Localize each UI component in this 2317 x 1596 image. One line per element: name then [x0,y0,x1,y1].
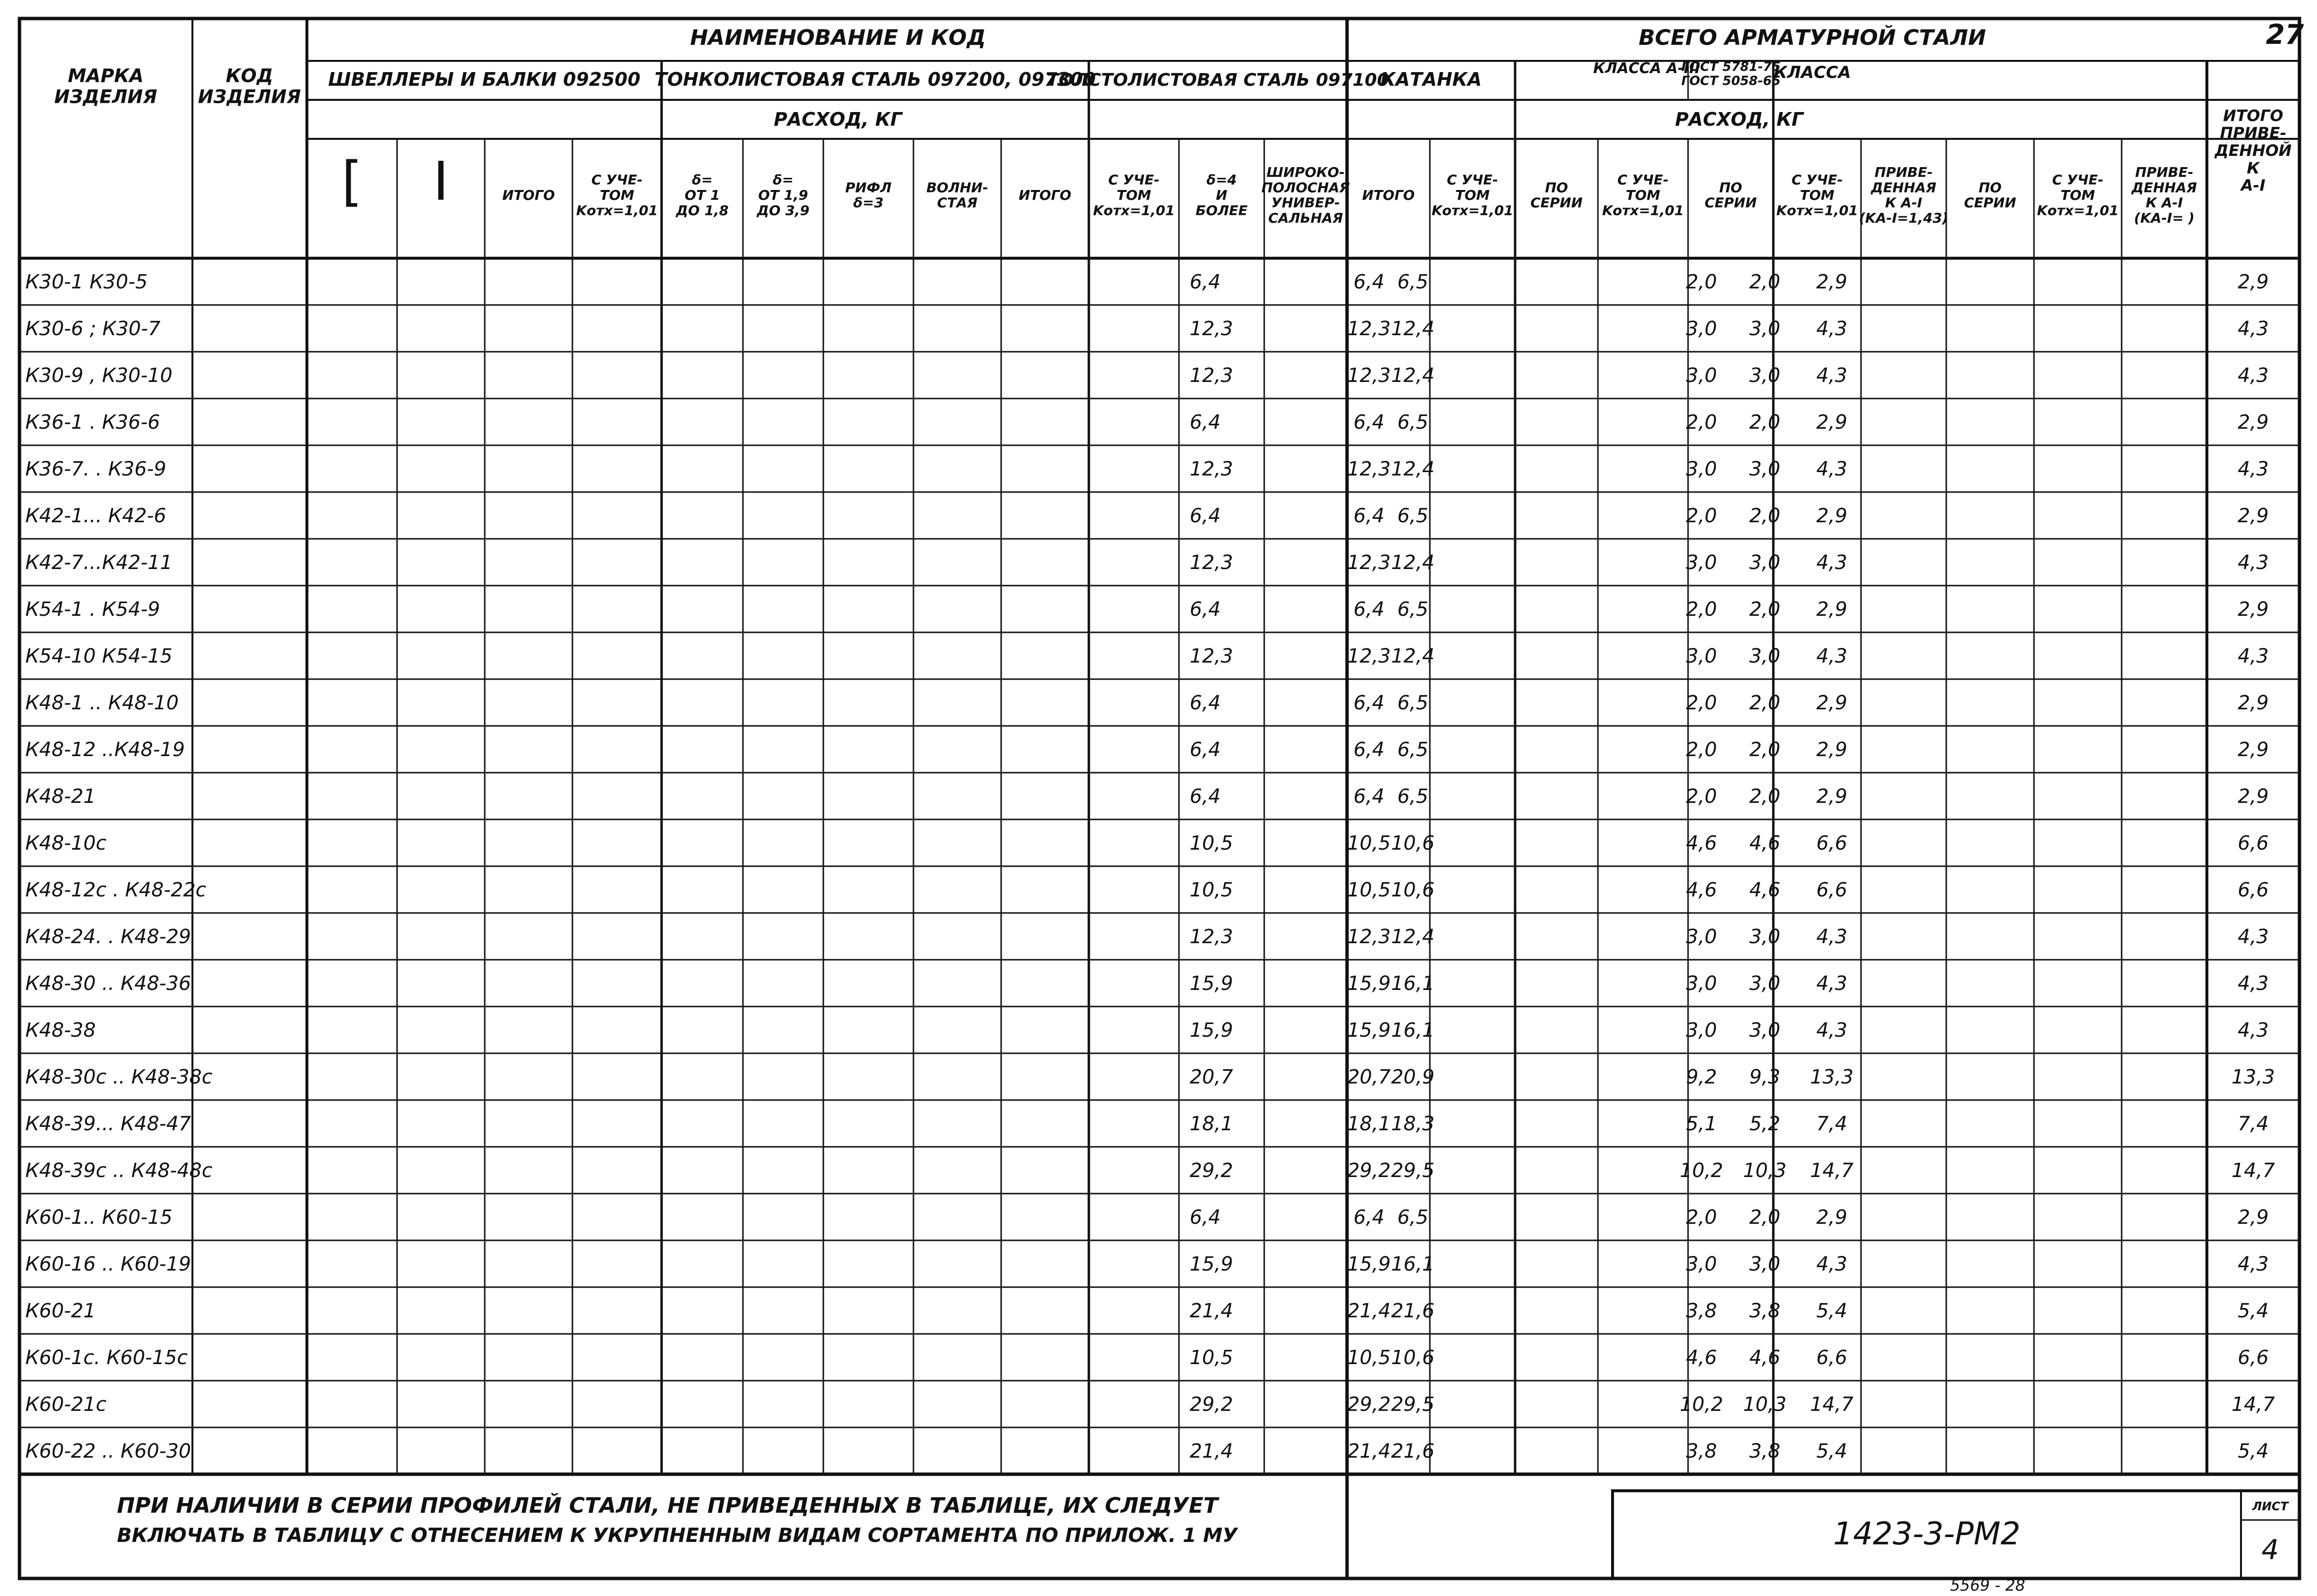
row-mark: К48-24. . К48-29 [25,926,191,948]
footnote-line: ВКЛЮЧАТЬ В ТАБЛИЦУ С ОТНЕСЕНИЕМ К УКРУПНЕННЫМ ВИДАМ СОРТАМЕНТА ПО ПРИЛОЖ. 1 МУ [117,1524,1238,1547]
cell-thick-k: 6,5 [1397,1206,1428,1229]
cell-a3-reduced: 14,7 [1810,1159,1854,1182]
cell-a3-reduced: 6,6 [1816,879,1847,901]
cell-a3-k: 3,0 [1749,645,1781,667]
cell-thick-k: 12,4 [1391,318,1435,340]
cell-thick-total: 6,4 [1353,1206,1385,1229]
row-mark: К36-7. . К36-9 [25,458,167,480]
cell-a3-reduced: 2,9 [1816,598,1847,621]
header-total-reinf: ВСЕГО АРМАТУРНОЙ СТАЛИ [1638,25,1986,50]
cell-thick-total: 29,2 [1347,1393,1391,1416]
header-wire-rod: КАТАНКА [1380,69,1482,90]
row-mark: К48-38 [25,1019,96,1042]
cell-thick-k: 6,5 [1397,598,1428,621]
cell-thick: 10,5 [1190,879,1234,901]
cell-a3-k: 2,0 [1749,411,1781,434]
cell-thick: 15,9 [1190,972,1234,995]
header-channels-beams: ШВЕЛЛЕРЫ И БАЛКИ 092500 [328,69,641,90]
cell-a3-k: 3,0 [1749,364,1781,387]
cell-total: 5,4 [2238,1440,2269,1463]
cell-thick: 6,4 [1190,1206,1221,1229]
cell-a3-reduced: 2,9 [1816,785,1847,808]
cell-a3: 2,0 [1686,739,1717,761]
cell-total: 4,3 [2238,551,2269,574]
cell-thick: 6,4 [1190,598,1221,621]
cell-a3-reduced: 4,3 [1816,1253,1847,1275]
cell-thick: 6,4 [1190,739,1221,761]
cell-a3-reduced: 6,6 [1816,832,1847,855]
cell-thick: 12,3 [1190,318,1234,340]
cell-thick-k: 18,3 [1391,1113,1435,1135]
cell-total: 14,7 [2231,1393,2275,1416]
cell-thick-total: 18,1 [1347,1113,1391,1135]
cell-a3-k: 3,8 [1749,1300,1781,1322]
cell-total: 2,9 [2238,598,2269,621]
cell-thick-total: 21,4 [1347,1440,1391,1463]
cell-a3-reduced: 2,9 [1816,411,1847,434]
cell-a3-reduced: 4,3 [1816,1019,1847,1042]
subheader-cell: ПО СЕРИИ [1704,179,1757,211]
cell-a3-reduced: 2,9 [1816,271,1847,293]
subheader-cell: [ [342,150,362,212]
cell-a3: 3,8 [1686,1440,1717,1463]
header-thick-sheet: ТОЛСТОЛИСТОВАЯ СТАЛЬ 097100 [1046,70,1389,90]
cell-total: 4,3 [2238,1253,2269,1275]
cell-a3: 2,0 [1686,598,1717,621]
cell-thick: 12,3 [1190,364,1234,387]
cell-thick: 6,4 [1190,692,1221,714]
cell-a3-k: 3,0 [1749,318,1781,340]
cell-a3-k: 2,0 [1749,1206,1781,1229]
cell-thick-k: 10,6 [1391,879,1435,901]
cell-total: 2,9 [2238,739,2269,761]
cell-thick-k: 6,5 [1397,692,1428,714]
cell-thick-total: 12,3 [1347,364,1391,387]
cell-a3: 3,0 [1686,645,1717,667]
row-mark: К48-30 .. К48-36 [25,972,191,995]
cell-a3: 3,0 [1686,458,1717,480]
cell-total: 7,4 [2238,1113,2269,1135]
subheader-cell: I [433,150,449,212]
cell-thick: 21,4 [1190,1300,1234,1322]
cell-thick-total: 6,4 [1353,271,1385,293]
cell-thick-total: 15,9 [1347,1019,1391,1042]
cell-a3-k: 10,3 [1743,1393,1787,1416]
sheet-number: 4 [2261,1534,2279,1566]
subheader-cell: С УЧЕ-ТОМ Kотх=1,01 [1776,171,1858,219]
cell-thick: 29,2 [1190,1393,1234,1416]
cell-a3: 3,0 [1686,926,1717,948]
cell-total: 4,3 [2238,458,2269,480]
cell-thick: 6,4 [1190,785,1221,808]
cell-thick-k: 12,4 [1391,551,1435,574]
cell-thick-total: 6,4 [1353,505,1385,527]
cell-a3-k: 2,0 [1749,739,1781,761]
subheader-cell: ИТОГО [1362,187,1415,203]
cell-thick-k: 16,1 [1391,972,1435,995]
row-mark: К60-21 [25,1300,96,1322]
cell-total: 2,9 [2238,271,2269,293]
cell-thick: 10,5 [1190,832,1234,855]
cell-thick: 18,1 [1190,1113,1234,1135]
cell-a3-k: 3,0 [1749,1019,1781,1042]
cell-a3: 5,1 [1686,1113,1717,1135]
sheet-label: ЛИСТ [2252,1500,2289,1513]
footnote-line: ПРИ НАЛИЧИИ В СЕРИИ ПРОФИЛЕЙ СТАЛИ, НЕ ПРИВЕДЕННЫХ В ТАБЛИЦЕ, ИХ СЛЕДУЕТ [117,1493,1218,1518]
cell-a3-reduced: 4,3 [1816,458,1847,480]
cell-thick-total: 6,4 [1353,692,1385,714]
row-mark: К60-16 .. К60-19 [25,1253,191,1275]
row-mark: К48-21 [25,785,96,808]
row-mark: К60-1с. К60-15с [25,1347,188,1369]
cell-a3: 2,0 [1686,505,1717,527]
cell-a3: 2,0 [1686,271,1717,293]
cell-total: 13,3 [2231,1066,2275,1088]
cell-thick-total: 12,3 [1347,318,1391,340]
cell-total: 6,6 [2238,879,2269,901]
cell-a3-reduced: 7,4 [1816,1113,1847,1135]
row-mark: К48-12с . К48-22с [25,879,207,901]
cell-total: 4,3 [2238,1019,2269,1042]
subheader-cell: С УЧЕ-ТОМ Kотх=1,01 [2037,171,2119,219]
cell-a3: 3,8 [1686,1300,1717,1322]
subheader-cell: ШИРОКО-ПОЛОСНАЯ УНИВЕР-САЛЬНАЯ [1261,164,1350,227]
cell-a3: 3,0 [1686,1253,1717,1275]
row-mark: К48-39с .. К48-48с [25,1159,213,1182]
cell-thick-total: 12,3 [1347,926,1391,948]
cell-a3: 9,2 [1686,1066,1717,1088]
cell-a3: 3,0 [1686,1019,1717,1042]
cell-thick-k: 6,5 [1397,411,1428,434]
cell-thick-k: 12,4 [1391,458,1435,480]
subheader-cell: ИТОГО [1019,187,1071,203]
cell-thick-k: 6,5 [1397,785,1428,808]
row-mark: К60-22 .. К60-30 [25,1440,191,1463]
cell-a3-k: 2,0 [1749,505,1781,527]
cell-a3: 2,0 [1686,411,1717,434]
header-class: КЛАССА [1773,63,1851,82]
subheader-cell: ПО СЕРИИ [1964,179,2016,211]
cell-thick-k: 6,5 [1397,271,1428,293]
cell-total: 14,7 [2231,1159,2275,1182]
subheader-cell: С УЧЕ-ТОМ Kотх=1,01 [1431,171,1514,219]
cell-a3-k: 2,0 [1749,271,1781,293]
row-mark: К42-1... К42-6 [25,505,167,527]
cell-thick-total: 6,4 [1353,411,1385,434]
row-mark: К60-1.. К60-15 [25,1206,172,1229]
cell-thick: 29,2 [1190,1159,1234,1182]
cell-a3-k: 3,0 [1749,458,1781,480]
cell-thick-k: 12,4 [1391,364,1435,387]
row-mark: К30-1 К30-5 [25,271,148,293]
cell-a3-reduced: 5,4 [1816,1300,1847,1322]
cell-thick-k: 21,6 [1391,1300,1435,1322]
cell-a3: 3,0 [1686,972,1717,995]
row-mark: К48-10с [25,832,107,855]
cell-a3: 2,0 [1686,785,1717,808]
cell-thick-total: 12,3 [1347,458,1391,480]
cell-thick-k: 29,5 [1391,1393,1435,1416]
cell-thick-total: 20,7 [1347,1066,1391,1088]
cell-thick-k: 20,9 [1391,1066,1435,1088]
cell-thick-total: 10,5 [1347,1347,1391,1369]
header-thin-sheet: ТОНКОЛИСТОВАЯ СТАЛЬ 097200, 097300 [654,69,1096,90]
cell-a3-reduced: 2,9 [1816,739,1847,761]
cell-thick: 20,7 [1190,1066,1234,1088]
cell-thick-total: 6,4 [1353,739,1385,761]
cell-thick-total: 12,3 [1347,645,1391,667]
cell-a3: 2,0 [1686,692,1717,714]
cell-thick: 12,3 [1190,551,1234,574]
cell-a3-k: 4,6 [1749,832,1781,855]
header-total-reduced: ИТОГО ПРИВЕ-ДЕННОЙ К А-I [2215,106,2292,195]
cell-a3-reduced: 4,3 [1816,645,1847,667]
cell-a3-k: 10,3 [1743,1159,1787,1182]
row-mark: К54-10 К54-15 [25,645,172,667]
row-mark: К30-6 ; К30-7 [25,318,161,340]
cell-thick-total: 29,2 [1347,1159,1391,1182]
cell-thick: 6,4 [1190,505,1221,527]
cell-thick: 12,3 [1190,458,1234,480]
cell-total: 4,3 [2238,972,2269,995]
subheader-cell: С УЧЕ-ТОМ Kотх=1,01 [1602,171,1684,219]
cell-a3-k: 3,8 [1749,1440,1781,1463]
subheader-cell: РИФЛ δ=3 [845,179,892,211]
row-mark: К30-9 , К30-10 [25,364,172,387]
cell-total: 2,9 [2238,692,2269,714]
cell-a3-k: 2,0 [1749,598,1781,621]
cell-a3-reduced: 5,4 [1816,1440,1847,1463]
cell-a3-reduced: 6,6 [1816,1347,1847,1369]
cell-thick-k: 16,1 [1391,1253,1435,1275]
cell-a3-reduced: 14,7 [1810,1393,1854,1416]
subheader-cell: ПРИВЕ-ДЕННАЯ К А-I (KА-I=1,43) [1859,164,1949,227]
cell-a3-k: 5,2 [1749,1113,1781,1135]
cell-thick-total: 10,5 [1347,832,1391,855]
corner-number: 27 [2266,19,2304,51]
cell-thick: 6,4 [1190,271,1221,293]
subheader-cell: ПРИВЕ-ДЕННАЯ К А-I (KА-I= ) [2131,164,2197,227]
cell-thick-k: 6,5 [1397,505,1428,527]
cell-total: 2,9 [2238,1206,2269,1229]
cell-a3-k: 3,0 [1749,926,1781,948]
cell-a3: 10,2 [1679,1159,1724,1182]
row-mark: К48-12 ..К48-19 [25,739,185,761]
row-mark: К48-1 .. К48-10 [25,692,179,714]
cell-total: 4,3 [2238,926,2269,948]
cell-thick: 15,9 [1190,1253,1234,1275]
subheader-cell: δ= ОТ 1 ДО 1,8 [676,171,729,219]
header-code: КОД ИЗДЕЛИЯ [198,65,301,108]
cell-a3-k: 3,0 [1749,972,1781,995]
row-mark: К60-21с [25,1393,107,1416]
cell-a3: 3,0 [1686,318,1717,340]
cell-a3: 10,2 [1679,1393,1724,1416]
cell-a3-reduced: 4,3 [1816,551,1847,574]
cell-thick: 12,3 [1190,645,1234,667]
cell-a3-k: 3,0 [1749,1253,1781,1275]
subheader-cell: С УЧЕ-ТОМ Kотх=1,01 [1093,171,1175,219]
cell-thick-total: 6,4 [1353,785,1385,808]
row-mark: К48-39... К48-47 [25,1113,191,1135]
cell-total: 2,9 [2238,785,2269,808]
cell-thick-total: 6,4 [1353,598,1385,621]
subheader-cell: ИТОГО [502,187,555,203]
subheader-cell: С УЧЕ-ТОМ Kотх=1,01 [576,171,658,219]
cell-thick-k: 10,6 [1391,1347,1435,1369]
row-mark: К36-1 . К36-6 [25,411,160,434]
cell-total: 6,6 [2238,1347,2269,1369]
cell-thick: 12,3 [1190,926,1234,948]
cell-a3-reduced: 4,3 [1816,972,1847,995]
cell-a3: 4,6 [1686,879,1717,901]
cell-a3-reduced: 2,9 [1816,692,1847,714]
cell-a3-reduced: 4,3 [1816,364,1847,387]
cell-a3-k: 3,0 [1749,551,1781,574]
header-gost: ГОСТ 5781-75 ГОСТ 5058-65 [1681,59,1781,89]
cell-a3-k: 4,6 [1749,1347,1781,1369]
subheader-cell: ПО СЕРИИ [1530,179,1583,211]
cell-total: 4,3 [2238,645,2269,667]
cell-thick-k: 10,6 [1391,832,1435,855]
cell-thick-k: 29,5 [1391,1159,1435,1182]
cell-thick-k: 16,1 [1391,1019,1435,1042]
cell-a3-k: 2,0 [1749,692,1781,714]
cell-thick-total: 15,9 [1347,972,1391,995]
cell-a3: 4,6 [1686,1347,1717,1369]
cell-total: 4,3 [2238,318,2269,340]
cell-total: 2,9 [2238,505,2269,527]
cell-a3-k: 2,0 [1749,785,1781,808]
cell-total: 2,9 [2238,411,2269,434]
cell-a3-reduced: 4,3 [1816,926,1847,948]
cell-thick-total: 12,3 [1347,551,1391,574]
cell-total: 6,6 [2238,832,2269,855]
cell-thick: 10,5 [1190,1347,1234,1369]
header-mark: МАРКА ИЗДЕЛИЯ [54,65,157,108]
cell-a3: 2,0 [1686,1206,1717,1229]
cell-thick-k: 12,4 [1391,645,1435,667]
cell-total: 4,3 [2238,364,2269,387]
subheader-cell: ВОЛНИ-СТАЯ [926,179,988,211]
row-mark: К54-1 . К54-9 [25,598,160,621]
cell-thick: 21,4 [1190,1440,1234,1463]
cell-thick-total: 15,9 [1347,1253,1391,1275]
cell-a3-reduced: 2,9 [1816,1206,1847,1229]
cell-thick: 6,4 [1190,411,1221,434]
cell-thick: 15,9 [1190,1019,1234,1042]
cell-thick-k: 12,4 [1391,926,1435,948]
cell-a3: 3,0 [1686,551,1717,574]
cell-a3-k: 9,3 [1749,1066,1781,1088]
cell-a3: 3,0 [1686,364,1717,387]
cell-a3: 4,6 [1686,832,1717,855]
header-name-code: НАИМЕНОВАНИЕ И КОД [690,25,986,50]
cell-a3-reduced: 2,9 [1816,505,1847,527]
bottom-inventory-number: 5569 - 28 [1950,1576,2026,1595]
header-class-a3: КЛАССА А-III [1593,60,1700,77]
header-consumption: РАСХОД, КГ [774,109,902,130]
cell-total: 5,4 [2238,1300,2269,1322]
cell-thick-k: 21,6 [1391,1440,1435,1463]
row-mark: К42-7...К42-11 [25,551,172,574]
subheader-cell: δ= ОТ 1,9 ДО 3,9 [757,171,810,219]
cell-a3-reduced: 13,3 [1810,1066,1854,1088]
document-code: 1423-3-РМ2 [1833,1516,2021,1552]
cell-thick-k: 6,5 [1397,739,1428,761]
cell-thick-total: 10,5 [1347,879,1391,901]
subheader-cell: δ=4 И БОЛЕЕ [1196,171,1248,219]
row-mark: К48-30с .. К48-38с [25,1066,213,1088]
cell-a3-k: 4,6 [1749,879,1781,901]
cell-thick-total: 21,4 [1347,1300,1391,1322]
header-consumption: РАСХОД, КГ [1675,109,1804,130]
cell-a3-reduced: 4,3 [1816,318,1847,340]
